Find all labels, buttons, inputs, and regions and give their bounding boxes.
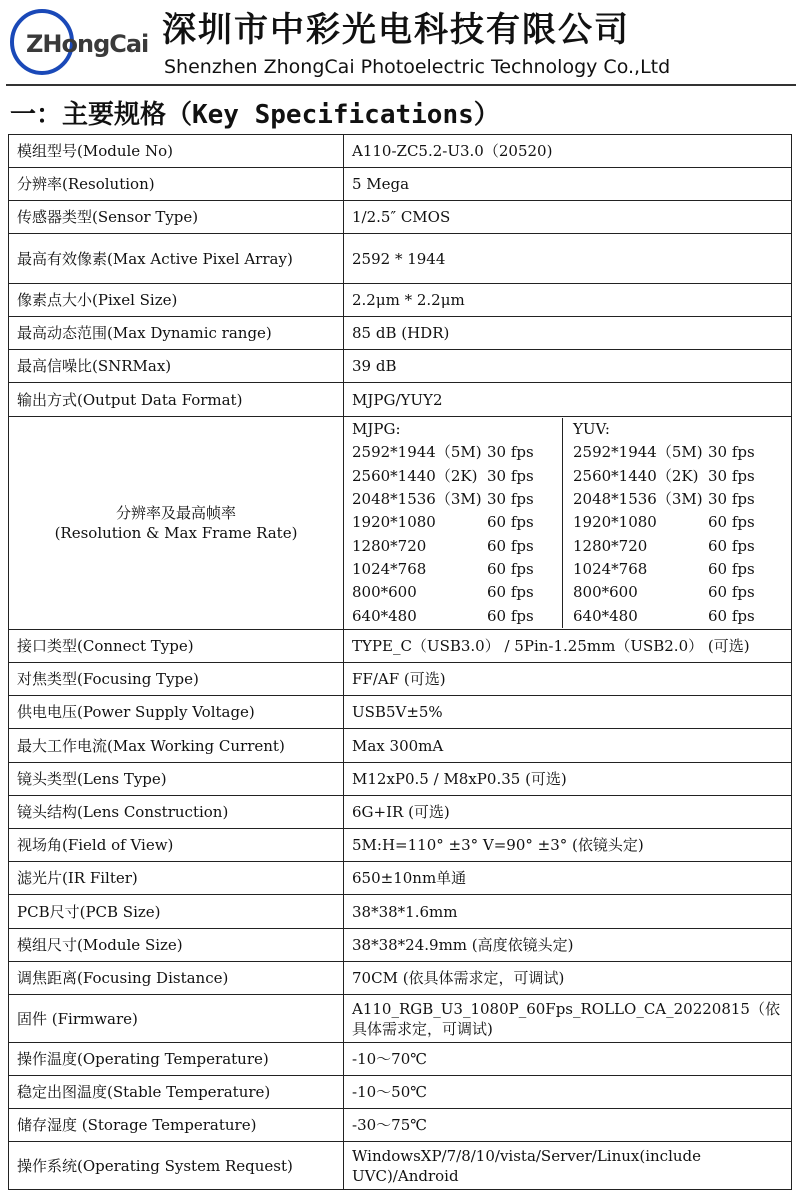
table-row — [9, 796, 792, 829]
resolution-value: 1920*1080 — [352, 513, 436, 532]
spec-value: 650±10nm单通 — [344, 862, 792, 895]
table-row — [9, 630, 792, 663]
table-row — [9, 862, 792, 895]
frame-rate-line — [573, 511, 783, 534]
resolution-value: 1024*768 — [573, 559, 648, 578]
frame-rate-line — [352, 511, 562, 534]
frame-rate-line — [352, 605, 562, 628]
spec-value: 5M:H=110° ±3° V=90° ±3° (依镜头定) — [344, 829, 792, 862]
spec-value: -30～75℃ — [344, 1109, 792, 1142]
spec-key: 镜头类型(Lens Type) — [9, 763, 344, 796]
frame-rate-line — [573, 558, 783, 581]
spec-key: 最高动态范围(Max Dynamic range) — [9, 317, 344, 350]
resolution-value: 2048*1536（3M) — [573, 490, 703, 509]
spec-key: 视场角(Field of View) — [9, 829, 344, 862]
spec-value: A110_RGB_U3_1080P_60Fps_ROLLO_CA_20220815（依具体需求定，可调试) — [344, 995, 792, 1043]
fps-value: 30 fps — [708, 490, 755, 509]
fps-value: 60 fps — [487, 606, 534, 625]
fps-value: 30 fps — [708, 466, 755, 485]
frame-rate-line — [573, 465, 783, 488]
table-row — [9, 696, 792, 729]
spec-key: 最高信噪比(SNRMax) — [9, 350, 344, 383]
table-row — [9, 350, 792, 383]
spec-value: Max 300mA — [344, 729, 792, 763]
table-row — [9, 135, 792, 168]
spec-key: 滤光片(IR Filter) — [9, 862, 344, 895]
table-row — [9, 284, 792, 317]
mjpg-column — [352, 418, 562, 628]
table-row — [9, 201, 792, 234]
yuv-column — [562, 418, 783, 628]
spec-key — [9, 417, 344, 630]
table-row — [9, 1043, 792, 1076]
table-row — [9, 383, 792, 417]
spec-key: 输出方式(Output Data Format) — [9, 383, 344, 417]
frame-rate-key-en: (Resolution & Max Frame Rate) — [54, 524, 298, 542]
spec-key: 操作温度(Operating Temperature) — [9, 1043, 344, 1076]
company-name-en: Shenzhen ZhongCai Photoelectric Technology Co.,Ltd — [164, 56, 671, 78]
table-row — [9, 168, 792, 201]
spec-key: 传感器类型(Sensor Type) — [9, 201, 344, 234]
spec-value: 39 dB — [344, 350, 792, 383]
frame-rate-line — [352, 535, 562, 558]
spec-key: 固件 (Firmware) — [9, 995, 344, 1043]
yuv-title: YUV: — [573, 420, 610, 439]
spec-value: 38*38*1.6mm — [344, 895, 792, 929]
resolution-value: 640*480 — [352, 606, 417, 625]
spec-value: TYPE_C（USB3.0） / 5Pin-1.25mm（USB2.0） (可选) — [344, 630, 792, 663]
frame-rate-line — [573, 581, 783, 604]
resolution-value: 1280*720 — [573, 536, 648, 555]
resolution-value: 1280*720 — [352, 536, 427, 555]
spec-key: 接口类型(Connect Type) — [9, 630, 344, 663]
fps-value: 30 fps — [487, 443, 534, 462]
spec-key: 操作系统(Operating System Request) — [9, 1142, 344, 1190]
frame-rate-key-cn: 分辨率及最高帧率 — [115, 504, 236, 522]
resolution-value: 1920*1080 — [573, 513, 657, 532]
resolution-value: 2048*1536（3M) — [352, 490, 482, 509]
page-header — [0, 0, 800, 86]
spec-key: 稳定出图温度(Stable Temperature) — [9, 1076, 344, 1109]
table-row-frame-rate — [9, 417, 792, 630]
resolution-value: 800*600 — [352, 583, 417, 602]
frame-rate-line — [352, 441, 562, 464]
frame-rate-line — [352, 488, 562, 511]
frame-rate-line — [573, 535, 783, 558]
spec-value — [344, 417, 792, 630]
frame-rate-line — [352, 558, 562, 581]
section-title: 一：主要规格（Key Specifications） — [10, 100, 500, 130]
spec-value: -10～50℃ — [344, 1076, 792, 1109]
spec-value: MJPG/YUY2 — [344, 383, 792, 417]
spec-key: 分辨率(Resolution) — [9, 168, 344, 201]
fps-value: 30 fps — [487, 490, 534, 509]
spec-value: 38*38*24.9mm (高度依镜头定) — [344, 929, 792, 962]
spec-key: 像素点大小(Pixel Size) — [9, 284, 344, 317]
table-row — [9, 317, 792, 350]
spec-value: -10～70℃ — [344, 1043, 792, 1076]
frame-rate-line — [352, 581, 562, 604]
spec-table — [8, 134, 792, 1190]
spec-key: 模组尺寸(Module Size) — [9, 929, 344, 962]
table-row — [9, 729, 792, 763]
fps-value: 30 fps — [708, 443, 755, 462]
header-divider — [6, 84, 796, 86]
spec-value: 1/2.5″ CMOS — [344, 201, 792, 234]
spec-key: 模组型号(Module No) — [9, 135, 344, 168]
spec-key: PCB尺寸(PCB Size) — [9, 895, 344, 929]
resolution-value: 640*480 — [573, 606, 638, 625]
resolution-value: 1024*768 — [352, 559, 427, 578]
table-row — [9, 829, 792, 862]
table-row — [9, 763, 792, 796]
spec-value: A110-ZC5.2-U3.0（20520) — [344, 135, 792, 168]
spec-value: 70CM (依具体需求定，可调试) — [344, 962, 792, 995]
table-row — [9, 895, 792, 929]
company-logo — [8, 4, 156, 76]
spec-key: 供电电压(Power Supply Voltage) — [9, 696, 344, 729]
company-name-cn: 深圳市中彩光电科技有限公司 — [162, 10, 630, 50]
fps-value: 60 fps — [487, 559, 534, 578]
spec-value: WindowsXP/7/8/10/vista/Server/Linux(include UVC)/Android — [344, 1142, 792, 1190]
spec-key: 储存湿度 (Storage Temperature) — [9, 1109, 344, 1142]
mjpg-title: MJPG: — [352, 420, 401, 439]
spec-key: 最大工作电流(Max Working Current) — [9, 729, 344, 763]
spec-key: 最高有效像素(Max Active Pixel Array) — [9, 234, 344, 284]
frame-rate-columns — [352, 418, 783, 628]
spec-value: 5 Mega — [344, 168, 792, 201]
resolution-value: 2592*1944（5M) — [352, 443, 482, 462]
resolution-value: 2560*1440（2K) — [352, 466, 478, 485]
table-row — [9, 929, 792, 962]
frame-rate-line — [352, 465, 562, 488]
fps-value: 60 fps — [708, 583, 755, 602]
fps-value: 30 fps — [487, 466, 534, 485]
spec-value: FF/AF (可选) — [344, 663, 792, 696]
spec-value: 85 dB (HDR) — [344, 317, 792, 350]
spec-value: 2.2μm * 2.2μm — [344, 284, 792, 317]
table-row — [9, 663, 792, 696]
fps-value: 60 fps — [487, 536, 534, 555]
frame-rate-line — [573, 488, 783, 511]
fps-value: 60 fps — [708, 606, 755, 625]
spec-value: 2592 * 1944 — [344, 234, 792, 284]
resolution-value: 800*600 — [573, 583, 638, 602]
table-row — [9, 1076, 792, 1109]
spec-value: 6G+IR (可选) — [344, 796, 792, 829]
table-row — [9, 234, 792, 284]
fps-value: 60 fps — [487, 513, 534, 532]
fps-value: 60 fps — [708, 559, 755, 578]
fps-value: 60 fps — [708, 536, 755, 555]
frame-rate-line — [573, 605, 783, 628]
fps-value: 60 fps — [708, 513, 755, 532]
frame-rate-line — [573, 441, 783, 464]
table-row — [9, 962, 792, 995]
spec-value: M12xP0.5 / M8xP0.35 (可选) — [344, 763, 792, 796]
resolution-value: 2592*1944（5M) — [573, 443, 703, 462]
fps-value: 60 fps — [487, 583, 534, 602]
spec-key: 调焦距离(Focusing Distance) — [9, 962, 344, 995]
logo-text: ZHongCai — [26, 30, 149, 58]
table-row — [9, 1142, 792, 1190]
spec-key: 对焦类型(Focusing Type) — [9, 663, 344, 696]
resolution-value: 2560*1440（2K) — [573, 466, 699, 485]
table-row — [9, 995, 792, 1043]
table-row — [9, 1109, 792, 1142]
spec-key: 镜头结构(Lens Construction) — [9, 796, 344, 829]
spec-value: USB5V±5% — [344, 696, 792, 729]
